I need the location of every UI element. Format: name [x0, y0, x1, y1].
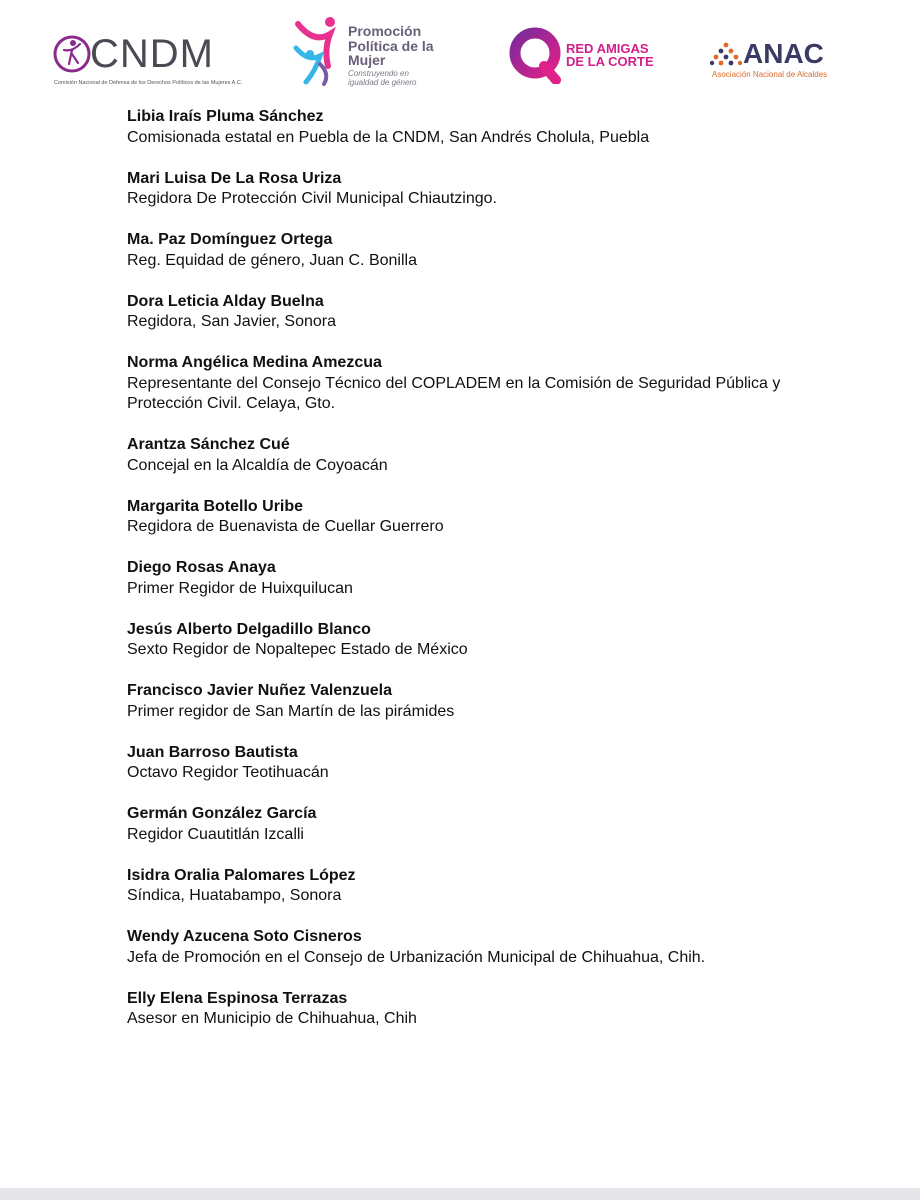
- participant-role: Comisionada estatal en Puebla de la CNDM, San Andrés Cholula, Puebla: [127, 128, 650, 146]
- participant-list: [127, 107, 847, 1050]
- participant-role: Primer Regidor de Huixquilucan: [127, 579, 353, 597]
- participant-name: Diego Rosas Anaya: [127, 559, 276, 576]
- participant-role: Concejal en la Alcaldía de Coyoacán: [127, 456, 388, 474]
- participant-name: Libia Iraís Pluma Sánchez: [127, 108, 324, 125]
- participant-role: Representante del Consejo Técnico del COPLADEM en la Comisión de Seguridad Pública y Protección Civil. Celaya, Gto.: [127, 374, 781, 412]
- promocion-figures-icon: [290, 14, 348, 88]
- promocion-subtitle-line: Construyendo en: [348, 69, 409, 78]
- cndm-tagline: Comisión Nacional de Defensa de los Derechos Políticos de las Mujeres A.C.: [54, 80, 243, 86]
- list-item: [127, 927, 847, 968]
- list-item: [127, 435, 847, 476]
- participant-role: Primer regidor de San Martín de las pirámides: [127, 702, 455, 720]
- participant-name: Dora Leticia Alday Buelna: [127, 292, 324, 310]
- participant-name: Jesús Alberto Delgadillo Blanco: [127, 620, 371, 638]
- participant-name: Francisco Javier Nuñez Valenzuela: [127, 682, 393, 699]
- cndm-wordmark: CNDM: [90, 32, 214, 76]
- participant-name: Arantza Sánchez Cué: [127, 436, 290, 453]
- participant-role: Reg. Equidad de género, Juan C. Bonilla: [127, 251, 417, 269]
- participant-role: Síndica, Huatabampo, Sonora: [127, 887, 342, 904]
- page-bottom-edge: [0, 1188, 920, 1200]
- anac-dots-icon: [710, 42, 742, 68]
- participant-name: Elly Elena Espinosa Terrazas: [127, 989, 348, 1007]
- participant-name: Juan Barroso Bautista: [127, 743, 298, 761]
- anac-logo: [710, 38, 840, 84]
- red-amigas-label-line: DE LA CORTE: [566, 54, 654, 69]
- participant-role: Sexto Regidor de Nopaltepec Estado de México: [127, 641, 468, 658]
- cndm-logo: [52, 30, 243, 92]
- promocion-politica-logo: [290, 14, 460, 88]
- list-item: [127, 353, 847, 415]
- participant-name: Margarita Botello Uribe: [127, 497, 304, 515]
- list-item: [127, 743, 847, 784]
- list-item: [127, 681, 847, 722]
- list-item: [127, 292, 847, 333]
- list-item: [127, 989, 847, 1030]
- participant-role: Octavo Regidor Teotihuacán: [127, 764, 329, 781]
- participant-name: Mari Luisa De La Rosa Uriza: [127, 169, 342, 187]
- participant-role: Asesor en Municipio de Chihuahua, Chih: [127, 1010, 417, 1027]
- promocion-title-line: Mujer: [348, 52, 386, 68]
- list-item: [127, 558, 847, 599]
- participant-name: Wendy Azucena Soto Cisneros: [127, 928, 362, 945]
- participant-role: Regidora de Buenavista de Cuellar Guerrero: [127, 518, 444, 535]
- list-item: [127, 497, 847, 538]
- promocion-subtitle: [348, 70, 428, 87]
- anac-tagline: Asociación Nacional de Alcaldes: [712, 70, 828, 79]
- promocion-subtitle-line: igualdad de género: [348, 77, 417, 87]
- participant-name: Isidra Oralia Palomares López: [127, 866, 356, 884]
- red-amigas-label: [566, 42, 676, 68]
- participant-role: Regidora De Protección Civil Municipal Chiautzingo.: [127, 190, 497, 207]
- red-amigas-q-icon: [508, 26, 564, 84]
- cndm-emblem-icon: [52, 30, 92, 78]
- participant-role: Jefa de Promoción en el Consejo de Urbanización Municipal de Chihuahua, Chih.: [127, 948, 706, 966]
- list-item: [127, 230, 847, 271]
- promocion-title-line: Promoción: [348, 23, 422, 39]
- participant-role: Regidor Cuautitlán Izcalli: [127, 825, 304, 843]
- list-item: [127, 866, 847, 907]
- list-item: [127, 107, 847, 148]
- participant-role: Regidora, San Javier, Sonora: [127, 313, 337, 330]
- red-amigas-label-line: RED AMIGAS: [566, 41, 649, 56]
- anac-wordmark: ANAC: [743, 38, 824, 69]
- document-header: [0, 0, 920, 100]
- promocion-title-line: Política de la: [348, 37, 434, 54]
- participant-name: Germán González García: [127, 805, 317, 822]
- participant-name: Ma. Paz Domínguez Ortega: [127, 231, 333, 248]
- participant-name: Norma Angélica Medina Amezcua: [127, 354, 382, 371]
- list-item: [127, 620, 847, 661]
- list-item: [127, 169, 847, 210]
- list-item: [127, 804, 847, 845]
- red-amigas-logo: [508, 26, 688, 84]
- promocion-title: [348, 24, 468, 68]
